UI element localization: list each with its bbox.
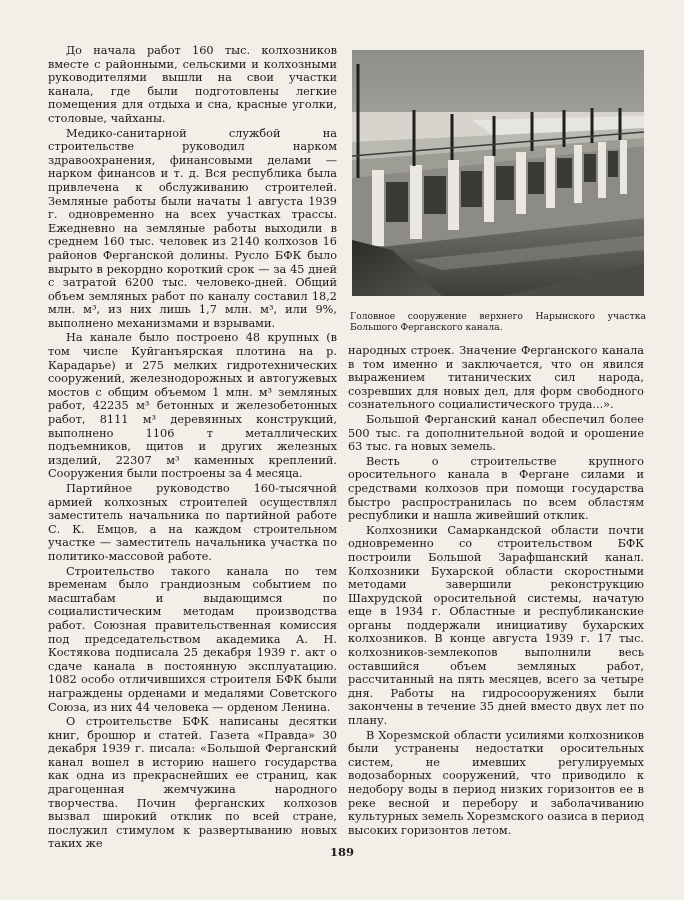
paragraph: На канале было построено 48 крупных (в том числе Куйганъярская плотина на р. Карадарье) и 275 мелких гидротехнических сооружений, железнодорожных и автогужевых мостов с общим объемом 1 млн. м³ земляных работ, 42235 м³ бетонных и железобетонных работ, 8111 м³ деревянных конструкций, выполнено 1106 т металлических подъемников, щитов и других железных изделий, 22307 м³ каменных креплений. Сооружения были построены за 4 месяца. <box>48 331 337 481</box>
paragraph: О строительстве БФК написаны десятки книг, брошюр и статей. Газета «Правда» 30 декабря 1939 г. писала: «Большой Ферганский канал вошел в историю нашего государства как одна из прекраснейших ее страниц, как драгоценная жемчужина народного творчества. Почин ферганских колхозов вызвал широкий отклик по всей стране, послужил стимулом к развертыванию новых таких же <box>48 715 337 851</box>
paragraph: Медико-санитарной службой на строительстве руководил нарком здравоохранения, финансовыми делами — нарком финансов и т. д. Вся республика была привлечена к обслуживанию строителей. Земляные работы были начаты 1 августа 1939 г. одновременно на всех участках трассы. Ежедневно на земляные работы выходили в среднем 160 тыс. человек из 2140 колхозов 16 районов Ферганской долины. Русло БФК было вырыто в рекордно короткий срок — за 45 дней с затратой 6200 тыс. человеко-дней. Общий объем земляных работ по каналу составил 18,2 млн. м³, из них лишь 1,7 млн. м³, или 9%, выполнено механизмами и взрывами. <box>48 126 337 330</box>
paragraph: Строительство такого канала по тем временам было грандиозным событием по масштабам и выдающимся по социалистическим методам производства работ. Союзная правительственная комиссия под председательством академика А. Н. Костякова подписала 25 декабря 1939 г. акт о сдаче канала в постоянную эксплуатацию. 1082 особо отличившихся строителя БФК были награждены орденами и медалями Советского Союза, из них 44 человека — орденом Ленина. <box>48 564 337 714</box>
paragraph: В Хорезмской области усилиями колхозников были устранены недостатки оросительных систем, не имевших регулируемых водозаборных сооружений, что приводило к недобору воды в период низких горизонтов ее в реке весной и перебору и заболачиванию культурных земель Хорезмского оазиса в период высоких горизонтов летом. <box>348 728 644 837</box>
right-column <box>348 344 644 837</box>
left-column <box>48 44 337 851</box>
paragraph: Весть о строительстве крупного оросительного канала в Фергане силами и средствами колхозов при помощи государства быстро распространилась по всем областям республики и нашла живейший отклик. <box>348 454 644 523</box>
paragraph: Колхозники Самаркандской области почти одновременно со строительством БФК построили Большой Зарафшанский канал. Колхозники Бухарской области скоростными методами завершили реконструкцию Шахрудской оросительной системы, начатую еще в 1934 г. Областные и республиканские органы поддержали инициативу бухарских колхозников. В конце августа 1939 г. 17 тыс. колхозников-землекопов выполнили весь оставшийся объем земляных работ, рассчитанный на пять месяцев, всего за четыре дня. Работы на гидросооружениях были закончены в течение 35 дней вместо двух лет по плану. <box>348 523 644 728</box>
paragraph: Партийное руководство 160-тысячной армией колхозных строителей осуществлял заместитель начальника по партийной работе С. К. Емцов, а на каждом строительном участке — заместитель начальника участка по политико-массовой работе. <box>48 482 337 563</box>
paragraph: народных строек. Значение Ферганского канала в том именно и заключается, что он явился выражением титанических сил народа, созревших для новых дел, для форм свободного сознательного социалистического труда...». <box>348 344 644 412</box>
photo-caption: Головное сооружение верхнего Нарынского участка Большого Ферганского канала. <box>350 311 646 333</box>
paragraph: Большой Ферганский канал обеспечил более 500 тыс. га дополнительной водой и орошение 63 тыс. га новых земель. <box>348 412 644 454</box>
dam-photo <box>352 50 644 296</box>
page-number: 189 <box>329 845 354 859</box>
paragraph: До начала работ 160 тыс. колхозников вместе с районными, сельскими и колхозными руководителями вышли на свои участки канала, где были подготовлены легкие помещения для отдыха и сна, красные уголки, столовые, чайханы. <box>48 44 337 125</box>
